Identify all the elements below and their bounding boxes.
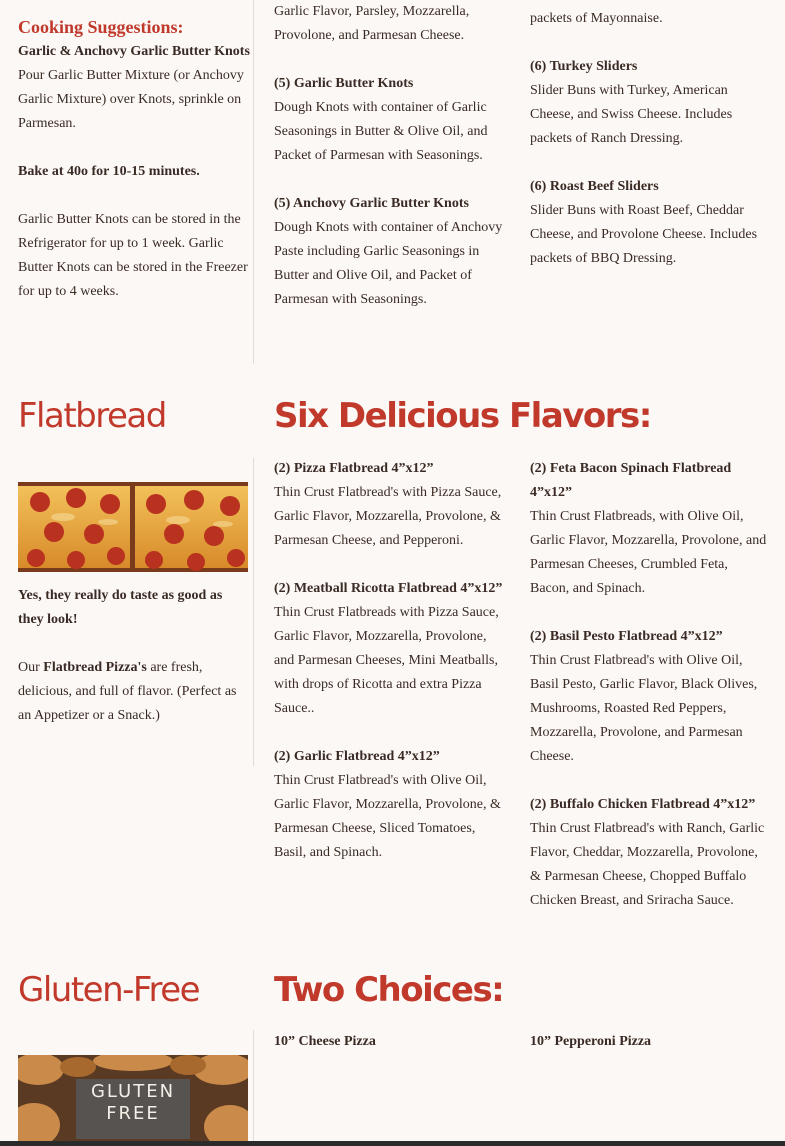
- bake-instructions: Bake at 40o for 10-15 minutes.: [18, 164, 200, 179]
- menu-item: [530, 175, 766, 271]
- flatbread-title: Flatbread: [18, 396, 166, 436]
- sliders-menu-column: [530, 7, 766, 295]
- flatbread-subtitle: Six Delicious Flavors:: [274, 396, 651, 436]
- gluten-free-option-cheese: 10” Cheese Pizza: [274, 1034, 376, 1049]
- flavor-item: [274, 457, 510, 553]
- flavor-desc: Thin Crust Flatbread's with Ranch, Garlic Flavor, Cheddar, Mozzarella, Provolone, & Parmesan Cheese, Chopped Buffalo Chicken Breast, and Sriracha Sauce.: [530, 821, 765, 908]
- flavor-title: (2) Feta Bacon Spinach Flatbread 4”x12”: [530, 461, 732, 500]
- menu-item-title: (5) Garlic Butter Knots: [274, 76, 414, 91]
- flavor-desc: Thin Crust Flatbread's with Olive Oil, Garlic Flavor, Mozzarella, Provolone, & Parmesan Cheese, Sliced Tomatoes, Basil, and Spinach.: [274, 773, 501, 860]
- previous-item-text: packets of Mayonnaise.: [530, 11, 663, 26]
- flatbread-tagline: Yes, they really do taste as good as they look!: [18, 588, 223, 627]
- gluten-free-subtitle: Two Choices:: [274, 970, 504, 1010]
- column-divider: [253, 0, 254, 364]
- menu-item-desc: Dough Knots with container of Garlic Seasonings in Butter & Olive Oil, and Packet of Parmesan with Seasonings.: [274, 100, 488, 163]
- gluten-free-option-pepperoni: 10” Pepperoni Pizza: [530, 1034, 652, 1049]
- gluten-free-title: Gluten-Free: [18, 970, 200, 1010]
- menu-item: [274, 192, 510, 312]
- gluten-free-image-text: GLUTEN FREE: [90, 1081, 176, 1124]
- flatbread-flavors-right: [530, 457, 770, 937]
- storage-info: Garlic Butter Knots can be stored in the Refrigerator for up to 1 week. Garlic Butter Knots can be stored in the Freezer for up to 4 weeks.: [18, 212, 248, 299]
- flavor-title: (2) Meatball Ricotta Flatbread 4”x12”: [274, 581, 503, 596]
- flavor-desc: Thin Crust Flatbreads, with Olive Oil, Garlic Flavor, Mozzarella, Provolone, and Parmesan Cheeses, Crumbled Feta, Bacon, and Spinach.: [530, 509, 767, 596]
- knots-title: Garlic & Anchovy Garlic Butter Knots: [18, 44, 250, 59]
- menu-item-title: (5) Anchovy Garlic Butter Knots: [274, 196, 469, 211]
- flavor-item: [530, 793, 770, 913]
- gluten-free-image: [18, 1055, 248, 1141]
- knots-menu-column: [274, 0, 510, 336]
- flavor-title: (2) Pizza Flatbread 4”x12”: [274, 461, 434, 476]
- column-divider: [253, 1030, 254, 1146]
- flatbread-flavors-left: [274, 457, 510, 889]
- flatbread-intro: [18, 584, 250, 752]
- flatbread-pizza-illustration: [18, 482, 248, 572]
- bottom-bar: [0, 1141, 785, 1146]
- flavor-item: [530, 625, 770, 769]
- flavor-desc: Thin Crust Flatbreads with Pizza Sauce, Garlic Flavor, Mozzarella, Provolone, and Parmesan Cheeses, Mini Meatballs, with drops of Ricotta and extra Pizza Sauce..: [274, 605, 499, 716]
- menu-item-desc: Slider Buns with Turkey, American Cheese, and Swiss Cheese. Includes packets of Ranch Dressing.: [530, 83, 733, 146]
- flavor-desc: Thin Crust Flatbread's with Pizza Sauce, Garlic Flavor, Mozzarella, Provolone, & Parmesan Cheese, and Pepperoni.: [274, 485, 502, 548]
- flavor-title: (2) Buffalo Chicken Flatbread 4”x12”: [530, 797, 756, 812]
- menu-item: [274, 72, 510, 168]
- menu-item-desc: Dough Knots with container of Anchovy Paste including Garlic Seasonings in Butter and Olive Oil, and Packet of Parmesan with Seasonings.: [274, 220, 503, 307]
- flavor-item: [530, 457, 770, 601]
- flavor-desc: Thin Crust Flatbread's with Olive Oil, Basil Pesto, Garlic Flavor, Black Olives, Mushrooms, Roasted Red Peppers, Mozzarella, Provolone, and Parmesan Cheese.: [530, 653, 758, 764]
- knots-instructions: Pour Garlic Butter Mixture (or Anchovy Garlic Mixture) over Knots, sprinkle on Parmesan.: [18, 68, 244, 131]
- cooking-suggestions-column: [18, 14, 250, 328]
- flavor-title: (2) Garlic Flatbread 4”x12”: [274, 749, 440, 764]
- menu-item-desc: Slider Buns with Roast Beef, Cheddar Cheese, and Provolone Cheese. Includes packets of BBQ Dressing.: [530, 203, 758, 266]
- column-divider: [253, 458, 254, 766]
- flavor-title: (2) Basil Pesto Flatbread 4”x12”: [530, 629, 723, 644]
- gluten-free-bread-illustration: [18, 1055, 248, 1141]
- menu-item: [530, 55, 766, 151]
- flavor-item: [274, 745, 510, 865]
- cooking-suggestions-heading: Cooking Suggestions:: [18, 17, 184, 37]
- flatbread-image: [18, 482, 248, 572]
- flatbread-description: Our Flatbread Pizza's are fresh, delicious, and full of flavor. (Perfect as an Appetizer or a Snack.): [18, 660, 237, 723]
- previous-item-text: Garlic Flavor, Parsley, Mozzarella, Provolone, and Parmesan Cheese.: [274, 4, 470, 43]
- menu-item-title: (6) Turkey Sliders: [530, 59, 638, 74]
- flavor-item: [274, 577, 510, 721]
- menu-item-title: (6) Roast Beef Sliders: [530, 179, 659, 194]
